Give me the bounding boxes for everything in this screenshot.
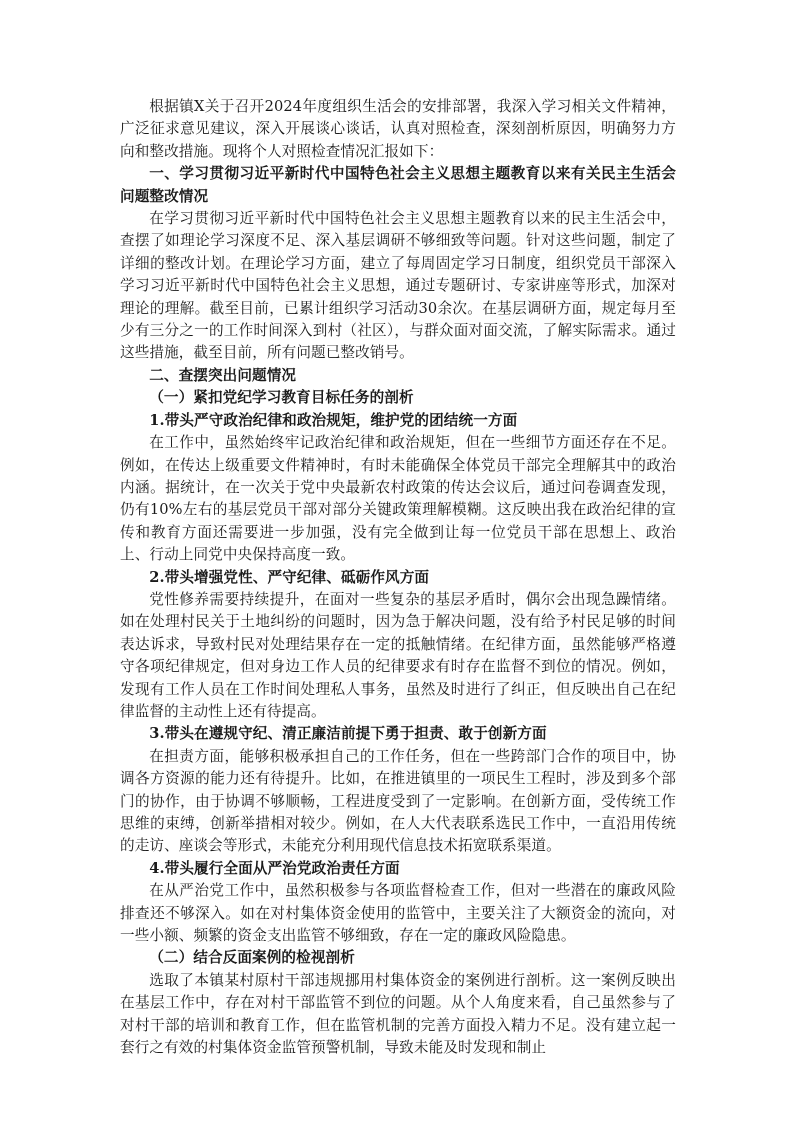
subsection-2-heading: （二）结合反面案例的检视剖析 — [149, 949, 355, 967]
item-3-heading: 3.带头在遵规守纪、清正廉洁前提下勇于担责、敢于创新方面 — [149, 725, 547, 743]
section-1-body: 在学习贯彻习近平新时代中国特色社会主义思想主题教育以来的民主生活会中，查摆了如理论学习深度不足、深入基层调研不够细致等问题。针对这些问题，制定了详细的整改计划。在理论学习方面，建立了每周固定学习日制度，组织党员干部深入学习习近平新时代中国特色社会主义思想，通过专题研讨、专家讲座等形式，加深对理论的理解。截至目前，已累计组织学习活动30余次。在基层调研方面，规定每月至少有三分之一的工作时间深入到村（社区），与群众面对面交流，了解实际需求。通过这些措施，截至目前，所有问题已整改销号。 — [120, 210, 676, 362]
intro-paragraph: 根据镇X关于召开2024年度组织生活会的安排部署，我深入学习相关文件精神，广泛征求意见建议，深入开展谈心谈话，认真对照检查，深刻剖析原因，明确努力方向和整改措施。现将个人对照检查情况汇报如下： — [120, 98, 676, 160]
section-1-heading: 一、学习贯彻习近平新时代中国特色社会主义思想主题教育以来有关民主生活会问题整改情况 — [120, 165, 676, 205]
section-2-heading: 二、查摆突出问题情况 — [149, 366, 297, 384]
item-4-heading: 4.带头履行全面从严治党政治责任方面 — [149, 859, 400, 877]
item-2-body: 党性修养需要持续提升，在面对一些复杂的基层矛盾时，偶尔会出现急躁情绪。如在处理村民关于土地纠纷的问题时，因为急于解决问题，没有给予村民足够的时间表达诉求，导致村民对处理结果存在一定的抵触情绪。在纪律方面，虽然能够严格遵守各项纪律规定，但对身边工作人员的纪律要求有时存在监督不到位的情况。例如，发现有工作人员在工作时间处理私人事务，虽然及时进行了纠正，但反映出自己在纪律监督的主动性上还有待提高。 — [120, 590, 676, 720]
subsection-2-body: 选取了本镇某村原村干部违规挪用村集体资金的案例进行剖析。这一案例反映出在基层工作中，存在对村干部监管不到位的问题。从个人角度来看，自己虽然参与了对村干部的培训和教育工作，但在监管机制的完善方面投入精力不足。没有建立起一套行之有效的村集体资金监管预警机制，导致未能及时发现和制止 — [120, 971, 676, 1057]
item-4-body: 在从严治党工作中，虽然积极参与各项监督检查工作，但对一些潜在的廉政风险排查还不够深入。如在对村集体资金使用的监管中，主要关注了大额资金的流向，对一些小额、频繁的资金支出监管不够细致，存在一定的廉政风险隐患。 — [120, 882, 676, 945]
item-1-heading: 1.带头严守政治纪律和政治规矩，维护党的团结统一方面 — [149, 411, 518, 429]
item-3-body: 在担责方面，能够积极承担自己的工作任务，但在一些跨部门合作的项目中，协调各方资源的能力还有待提升。比如，在推进镇里的一项民生工程时，涉及到多个部门的协作，由于协调不够顺畅，工程进度受到了一定影响。在创新方面，受传统工作思维的束缚，创新举措相对较少。例如，在人大代表联系选民工作中，一直沿用传统的走访、座谈会等形式，未能充分利用现代信息技术拓宽联系渠道。 — [120, 747, 676, 855]
item-1-body: 在工作中，虽然始终牢记政治纪律和政治规矩，但在一些细节方面还存在不足。例如，在传达上级重要文件精神时，有时未能确保全体党员干部完全理解其中的政治内涵。据统计，在一次关于党中央最新农村政策的传达会议后，通过问卷调查发现，仍有10%左右的基层党员干部对部分关键政策理解模糊。这反映出我在政治纪律的宣传和教育方面还需要进一步加强，没有完全做到让每一位党员干部在思想上、政治上、行动上同党中央保持高度一致。 — [120, 434, 676, 564]
document-page — [120, 96, 676, 1059]
item-2-heading: 2.带头增强党性、严守纪律、砥砺作风方面 — [149, 568, 430, 586]
subsection-1-heading: （一）紧扣党纪学习教育目标任务的剖析 — [149, 389, 414, 407]
